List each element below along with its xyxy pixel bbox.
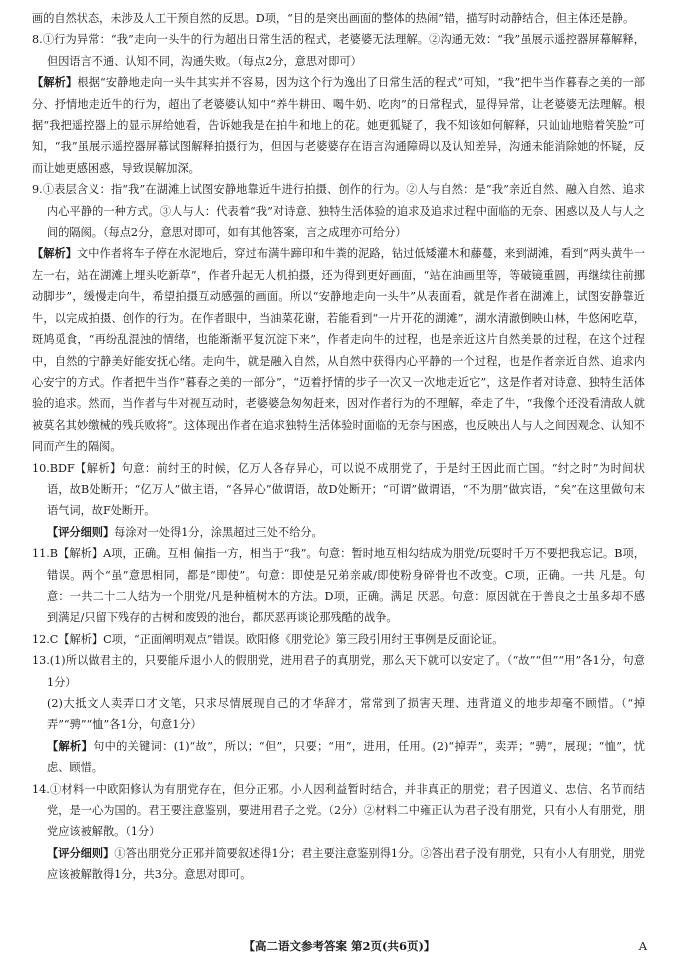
scoring-14 — [32, 843, 645, 886]
paragraph-text: 句中的关键词：(1)“故”，所以；“但”，只要；“用”，进用，任用。(2)“掉弄”，卖弄；“骋”，展现；“恤”，忧虑、顾惜。 — [47, 739, 645, 775]
answer-8 — [32, 29, 645, 72]
analysis-tag: 【解析】 — [32, 246, 77, 261]
answer-9 — [32, 179, 645, 243]
page-footer — [32, 936, 647, 956]
paragraph-text: 11.B【解析】A项，正确。互相 偏指一方，相当于“我”。句意：暂时地互相勾结成为朋党/玩耍时千万不要把我忘记。B项，错误。两个“虽”意思相同，都是“即使”。句意：即使是兄弟亲戚/即使粉身碎骨也不改变。C项，正确。一共 凡是。句意：一共二十二人结为一个朋党/凡是种植树木的方法。D项，正确。满足 厌恶。句意：原因就在于善良之士虽多却不感到满足/只留下残存的古树和废毁的池台，都厌恶再谈论那残酷的战争。 — [32, 547, 645, 625]
analysis-13 — [32, 736, 645, 779]
scoring-tag: 【评分细则】 — [47, 524, 115, 539]
scoring-tag: 【评分细则】 — [47, 845, 115, 860]
analysis-tag: 【解析】 — [47, 738, 94, 753]
paragraph-text: 13.(1)所以做君主的，只要能斥退小人的假朋党，进用君子的真朋党，那么天下就可以安定了。（“故”“但”“用”各1分，句意1分） — [32, 654, 645, 689]
analysis-tag: 【解析】 — [32, 75, 78, 90]
paragraph-text: 画的自然状态，未涉及人工干预自然的反思。D项，“目的是突出画面的整体的热闹”错，描写时动静结合，但主体还是静。 — [32, 12, 635, 25]
footer-page-info: 【高二语文参考答案 第2页(共6页)】 — [243, 939, 436, 953]
footer-version-mark: A — [638, 939, 647, 953]
scoring-10 — [32, 522, 645, 543]
answer-content — [32, 8, 645, 886]
analysis-9 — [32, 243, 645, 457]
paragraph-text: 9.①表层含义：指“我”在湖滩上试图安静地靠近牛进行拍摄、创作的行为。②人与自然：是“我”亲近自然、融入自然、追求内心平静的一种方式。③人与人：代表着“我”对诗意、独特生活体验的追求及追求过程中面临的无奈、困惑以及人与人之间的隔阂。（每点2分，意思对即可，如有其他答案，言之成理亦可给分） — [32, 183, 645, 240]
answer-12 — [32, 629, 645, 650]
paragraph-text: 文中作者将车子停在水泥地后，穿过布满牛蹄印和牛粪的泥路，钻过低矮灌木和藤蔓，来到湖滩，看到“两头黄牛一左一右，站在湖滩上埋头吃新草”，作者升起无人机拍摄，还为得到更好画面，“站在油画里等，等破镜重圆，再继续往前挪动脚步”，缓慢走向牛，希望拍摄互动感强的画面。所以“安静地走向一头牛”从表面看，就是作者在湖滩上，试图安静靠近牛，以完成拍摄、创作的行为。在作者眼中，当油菜花谢，若能看到“一片开花的湖滩”，湖水清澈倒映山林，牛悠闲吃草，斑鸠觅食，“再纷乱混浊的情绪，也能渐渐平复沉淀下来”，作者走向牛的过程，也是亲近这片自然美景的过程，在这个过程中，自然的宁静美好能安抚心绪。走向牛，就是融入自然，从自然中获得内心平静的一个过程，也是作者亲近自然、追求内心安宁的方式。作者把牛当作“暮春之美的一部分”，“迈着抒情的步子一次又一次地走近它”，这是作者对诗意、独特生活体验的追求。然而，当作者与牛对视互动时，老婆婆急匆匆赶来，因对作者行为的不理解，牵走了牛，“我像个还没看清敌人就被莫名其妙缴械的残兵败将”。这体现出作者在追求独特生活体验时面临的无奈与困惑，也反映出人与人之间因观念、认知不同而产生的隔阂。 — [32, 247, 645, 454]
paragraph-text: 10.BDF【解析】句意：前纣王的时候，亿万人各存异心，可以说不成朋党了，于是纣王因此而亡国。“纣之时”为时间状语，故B处断开；“亿万人”做主语，“各异心”做谓语，故D处断开；“可谓”做谓语，“不为朋”做宾语，“矣”在这里做句末语气词，故F处断开。 — [32, 461, 645, 518]
paragraph-text: 12.C【解析】C项，“正面阐明观点”错误。欧阳修《朋党论》第三段引用纣王事例是反面论证。 — [32, 632, 504, 646]
paragraph-text: 每涂对一处得1分，涂黑超过三处不给分。 — [114, 525, 323, 539]
analysis-8 — [32, 72, 645, 179]
paragraph-7-tail — [32, 8, 645, 29]
answer-13-2 — [32, 693, 645, 736]
paragraph-text: 根据“安静地走向一头牛其实并不容易，因为这个行为逸出了日常生活的程式”可知，“我”把牛当作暮春之美的一部分、抒情地走近牛的行为，超出了老婆婆认知中“养牛耕田、喝牛奶、吃肉”的日常程式，显得异常，让老婆婆无法理解。根据“我把遥控器上的显示屏给她看，告诉她我是在拍牛和地上的花。她更狐疑了，我不知该如何解释，只讪讪地赔着笑脸”可知，“我”虽展示遥控器屏幕试图解释拍摄行为，但因与老婆婆存在语言沟通障碍以及认知差异，沟通未能消除她的怀疑，反而让她更感困惑，导致误解加深。 — [32, 76, 645, 175]
paragraph-text: (2)大抵文人卖弄口才文笔，只求尽情展现自己的才华辞才，常常到了损害天理、违背道义的地步却毫不顾惜。（“掉弄”“骋”“恤”各1分，句意1分） — [47, 697, 645, 732]
paragraph-text: ①答出朋党分正邪并简要叙述得1分；君主要注意鉴别得1分。②答出君子没有朋党，只有小人有朋党，朋党应该被解散得1分，共3分。意思对即可。 — [47, 846, 645, 882]
answer-10 — [32, 458, 645, 522]
answer-14 — [32, 779, 645, 843]
paragraph-text: 8.①行为异常：“我”走向一头牛的行为超出日常生活的程式，老婆婆无法理解。②沟通无效：“我”虽展示遥控器屏幕解释，但因语言不通、认知不同，沟通失败。（每点2分，意思对即可） — [32, 33, 645, 68]
answer-13-1 — [32, 650, 645, 693]
paragraph-text: 14.①材料一中欧阳修认为有朋党存在，但分正邪。小人因利益暂时结合，并非真正的朋党；君子因道义、忠信、名节而结党，是一心为国的。君王要注意鉴别，要进用君子之党。（2分）②材料二中雍正认为君子没有朋党，只有小人有朋党，朋党应该被解散。（1分） — [32, 782, 645, 839]
answer-11 — [32, 543, 645, 629]
